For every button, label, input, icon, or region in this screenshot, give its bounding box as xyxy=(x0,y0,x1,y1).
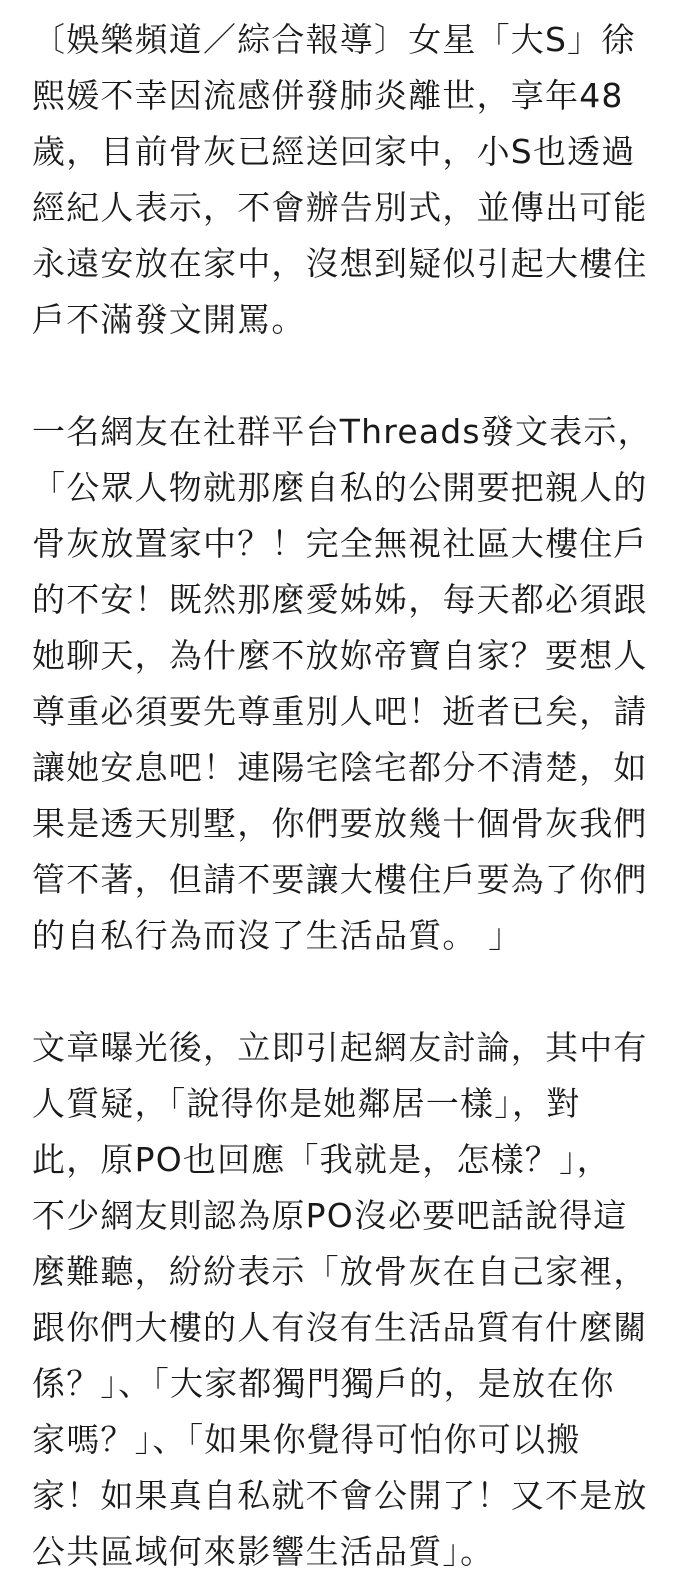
text-line: 不少網友則認為原PO沒必要吧話說得這 xyxy=(32,1196,628,1235)
text-line: 經紀人表示，不會辦告別式，並傳出可能 xyxy=(32,188,648,227)
text-line: 的不安！既然那麼愛姊姊，每天都必須跟 xyxy=(32,580,648,619)
text-line: 〔娛樂頻道／綜合報導〕女星「大S」徐 xyxy=(32,20,636,59)
text-line: 讓她安息吧！連陽宅陰宅都分不清楚，如 xyxy=(32,748,648,787)
text-line: 一名網友在社群平台Threads發文表示， xyxy=(32,412,652,451)
text-line: 此，原PO也回應「我就是，怎樣？」， xyxy=(32,1140,611,1179)
text-line: 管不著，但請不要讓大樓住戶要為了你們 xyxy=(32,860,648,899)
text-line: 尊重必須要先尊重別人吧！逝者已矣，請 xyxy=(32,692,648,731)
article-paragraph-quote xyxy=(32,404,670,964)
text-line: 永遠安放在家中，沒想到疑似引起大樓住 xyxy=(32,244,648,283)
text-line: 「公眾人物就那麼自私的公開要把親人的 xyxy=(32,468,648,507)
text-line: 跟你們大樓的人有沒有生活品質有什麼關 xyxy=(32,1308,648,1347)
article-paragraph-reactions xyxy=(32,1020,670,1580)
text-line: 熙媛不幸因流感併發肺炎離世，享年48 xyxy=(32,76,624,115)
text-line: 文章曝光後，立即引起網友討論，其中有 xyxy=(32,1028,648,1067)
text-line: 她聊天，為什麼不放妳帝寶自家？要想人 xyxy=(32,636,648,675)
text-line: 家嗎？」、「如果你覺得可怕你可以搬 xyxy=(32,1420,581,1459)
text-line: 麼難聽，紛紛表示「放骨灰在自己家裡， xyxy=(32,1252,648,1291)
text-line: 家！如果真自私就不會公開了！又不是放 xyxy=(32,1476,648,1515)
text-line: 歲，目前骨灰已經送回家中，小S也透過 xyxy=(32,132,636,171)
text-line: 的自私行為而沒了生活品質。 」 xyxy=(32,916,523,955)
text-line: 果是透天別墅，你們要放幾十個骨灰我們 xyxy=(32,804,648,843)
text-line: 戶不滿發文開罵。 xyxy=(32,300,306,339)
text-line: 人質疑，「說得你是她鄰居一樣」，對 xyxy=(32,1084,581,1123)
text-line: 骨灰放置家中？！完全無視社區大樓住戶 xyxy=(32,524,648,563)
article-paragraph-intro xyxy=(32,12,670,348)
text-line: 係？」、「大家都獨門獨戶的，是放在你 xyxy=(32,1364,615,1403)
text-line: 公共區域何來影響生活品質」。 xyxy=(32,1532,495,1571)
